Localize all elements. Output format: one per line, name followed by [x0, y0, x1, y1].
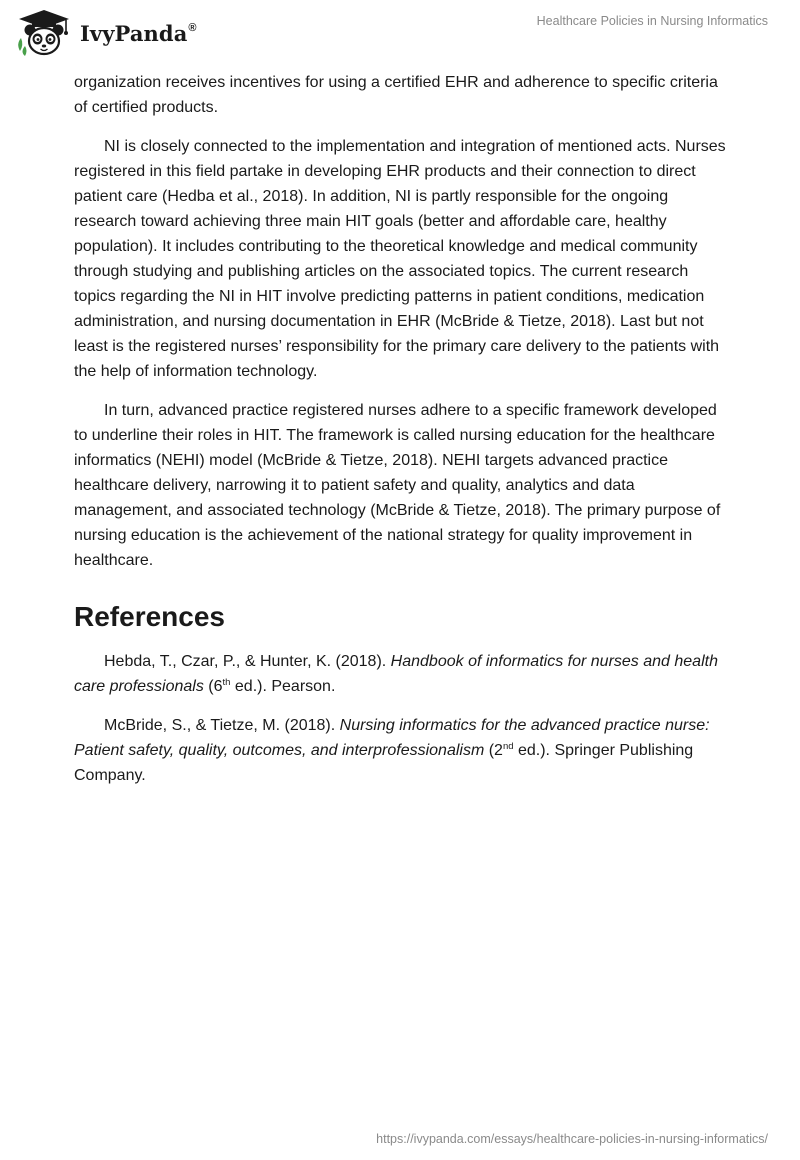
panda-graduate-icon	[14, 8, 74, 58]
reference-item	[74, 713, 734, 788]
reference-authors: Hebda, T., Czar, P., & Hunter, K. (2018).	[104, 653, 391, 670]
reference-publisher: ed.). Pearson.	[230, 678, 336, 695]
page-header	[0, 0, 800, 70]
brand-name: IvyPanda®	[80, 20, 197, 46]
reference-publisher: ed.). Springer Publishing Company.	[74, 742, 694, 784]
edition-ordinal: th	[222, 677, 231, 688]
paragraph-2: NI is closely connected to the implementation and integration of mentioned acts. Nurses registered in this field partake in developing EHR products and their connection to direct patient care (Hedba et al., 2018). In addition, NI is partly responsible for the ongoing research toward achieving three main HIT goals (better and affordable care, healthy population). It includes contributing to the theoretical knowledge and medical community through studying and publishing articles on the associated topics. The current research topics regarding the NI in HIT involve predicting patterns in patient conditions, medication administration, and nursing documentation in EHR (McBride & Tietze, 2018). Last but not least is the registered nurses’ responsibility for the primary care delivery to the patients with the help of information technology.	[74, 138, 726, 380]
reference-title: Handbook of informatics for nurses and health care professionals	[74, 653, 718, 695]
paragraph-1: organization receives incentives for using a certified EHR and adherence to specific criteria of certified products.	[74, 74, 718, 116]
reference-authors: McBride, S., & Tietze, M. (2018).	[104, 717, 340, 734]
essay-content	[74, 70, 734, 788]
registered-mark: ®	[188, 21, 197, 34]
reference-title: Nursing informatics for the advanced practice nurse: Patient safety, quality, outcomes, and interprofessionalism	[74, 717, 710, 759]
ivypanda-logo[interactable]	[14, 8, 197, 58]
references-heading: References	[74, 601, 225, 632]
document-title: Healthcare Policies in Nursing Informatics	[536, 14, 768, 28]
source-url-link[interactable]: https://ivypanda.com/essays/healthcare-policies-in-nursing-informatics/	[376, 1132, 768, 1146]
reference-edition: (6	[203, 678, 223, 695]
reference-edition: (2	[484, 742, 503, 759]
edition-ordinal: nd	[502, 741, 514, 752]
reference-item	[74, 649, 734, 699]
paragraph-3: In turn, advanced practice registered nurses adhere to a specific framework developed to underline their roles in HIT. The framework is called nursing education for the healthcare informatics (NEHI) model (McBride & Tietze, 2018). NEHI targets advanced practice healthcare delivery, narrowing it to patient safety and quality, analytics and data management, and associated technology (McBride & Tietze, 2018). The primary purpose of nursing education is the achievement of the national strategy for quality improvement in healthcare.	[74, 402, 721, 569]
